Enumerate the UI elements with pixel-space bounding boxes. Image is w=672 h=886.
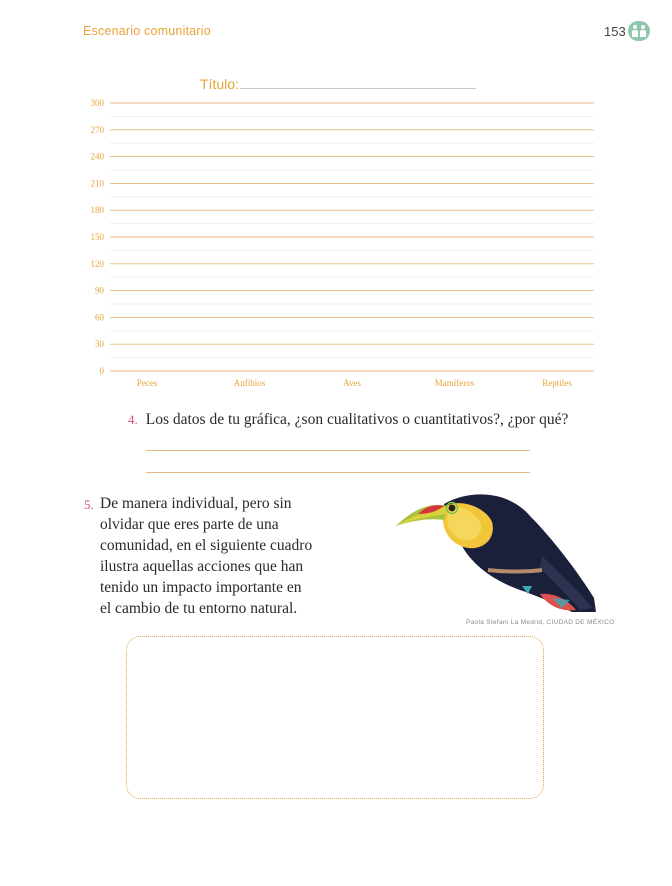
y-tick-label: 300	[90, 98, 104, 108]
question-number: 5.	[84, 497, 94, 512]
question-text: Los datos de tu gráfica, ¿son cualitativos o cuantitativos?, ¿por qué?	[145, 411, 569, 428]
bar-chart-grid[interactable]	[0, 0, 672, 400]
y-tick-label: 60	[95, 312, 104, 323]
question-line: comunidad, en el siguiente cuadro	[100, 537, 313, 554]
y-tick-label: 270	[90, 124, 104, 135]
x-tick-label: Anfibios	[233, 378, 266, 388]
y-tick-label: 150	[90, 232, 104, 242]
question-line: olvidar que eres parte de una	[100, 516, 279, 533]
question-4	[128, 411, 568, 429]
x-tick-label: Mamíferos	[434, 378, 475, 388]
x-tick-label: Peces	[136, 378, 158, 388]
drawing-box[interactable]	[126, 636, 544, 799]
illustration-credit: Paola Stefani La Medrid, CIUDAD DE MÉXICO	[466, 619, 615, 626]
question-line: ilustra aquellas acciones que han	[100, 558, 304, 575]
y-tick-label: 30	[95, 339, 104, 350]
answer-line[interactable]	[146, 472, 530, 473]
question-line: el cambio de tu entorno natural.	[100, 600, 298, 617]
y-tick-label: 210	[90, 178, 104, 189]
answer-line[interactable]	[146, 450, 530, 451]
question-line: De manera individual, pero sin	[100, 495, 292, 512]
y-tick-label: 90	[95, 285, 104, 296]
toucan-illustration	[392, 486, 598, 614]
y-tick-label: 0	[99, 366, 104, 376]
question-number: 4.	[128, 412, 138, 427]
y-tick-label: 120	[90, 258, 104, 269]
chart-title-label: Título:	[200, 76, 239, 92]
y-tick-label: 180	[90, 205, 104, 216]
y-tick-label: 240	[90, 151, 104, 162]
question-line: tenido un impacto importante en	[100, 579, 302, 596]
page-number: 153	[604, 24, 626, 39]
x-tick-label: Aves	[343, 378, 361, 388]
question-5-text	[100, 493, 315, 619]
x-tick-label: Reptiles	[542, 378, 572, 388]
section-header: Escenario comunitario	[83, 24, 211, 38]
